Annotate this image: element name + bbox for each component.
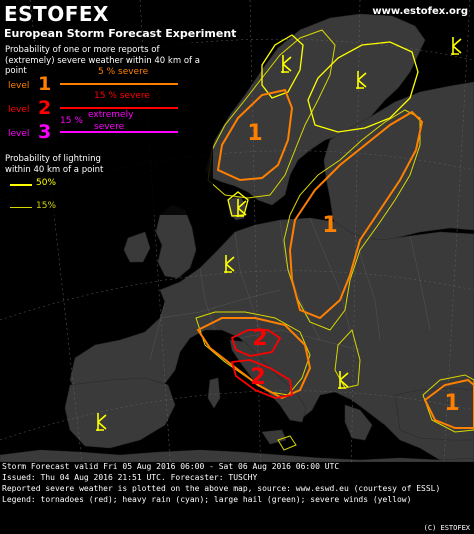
lightning-15-line <box>10 207 32 208</box>
reported-weather-note: Reported severe weather is plotted on the above map, source: www.eswd.eu (courtesy of ESSL) <box>2 484 441 493</box>
level1-threshold: 5 % severe <box>98 67 149 77</box>
site-url[interactable]: www.estofex.org <box>372 6 468 17</box>
level3-word: level <box>8 129 30 139</box>
site-title: ESTOFEX <box>4 2 109 26</box>
level-mark-scandinavia: 1 <box>247 121 263 146</box>
legend-panel <box>0 43 213 215</box>
lightning-50-line <box>10 184 32 186</box>
footer-info <box>0 462 474 534</box>
level1-line <box>60 83 178 85</box>
level2-line <box>60 107 178 109</box>
site-subtitle: European Storm Forecast Experiment <box>4 27 237 40</box>
level2-threshold: 15 % severe <box>94 91 150 101</box>
level3-threshold-pct: 15 % <box>60 116 83 126</box>
lightning-title-1: Probability of lightning <box>5 154 101 164</box>
severe-prob-title-2: (extremely) severe weather within 40 km of a point <box>5 56 200 76</box>
level2-number: 2 <box>38 97 52 119</box>
level2-word: level <box>8 105 30 115</box>
lightning-title-2: within 40 km of a point <box>5 165 104 175</box>
level1-number: 1 <box>38 73 52 95</box>
level3-threshold-1: extremely <box>88 110 134 120</box>
severe-prob-title-1: Probability of one or more reports of <box>5 45 160 55</box>
lightning-15-label: 15% <box>36 201 57 211</box>
level3-threshold-2: severe <box>94 122 125 132</box>
level-mark-eastern-europe: 1 <box>322 213 338 238</box>
hazard-legend: Legend: tornadoes (red); heavy rain (cyan); large hail (green); severe winds (yellow) <box>2 495 412 504</box>
forecast-validity: Storm Forecast valid Fri 05 Aug 2016 06:00 - Sat 06 Aug 2016 06:00 UTC <box>2 462 340 471</box>
level-mark-turkey: 1 <box>444 391 460 416</box>
copyright: (C) ESTOFEX <box>423 524 470 532</box>
level-mark-north-italy: 2 <box>252 326 268 351</box>
level3-number: 3 <box>38 121 52 143</box>
lightning-50-label: 50% <box>36 178 57 188</box>
level1-word: level <box>8 81 30 91</box>
issued-info: Issued: Thu 04 Aug 2016 21:51 UTC. Forecaster: TUSCHY <box>2 473 258 482</box>
level-mark-adriatic: 2 <box>250 365 266 390</box>
